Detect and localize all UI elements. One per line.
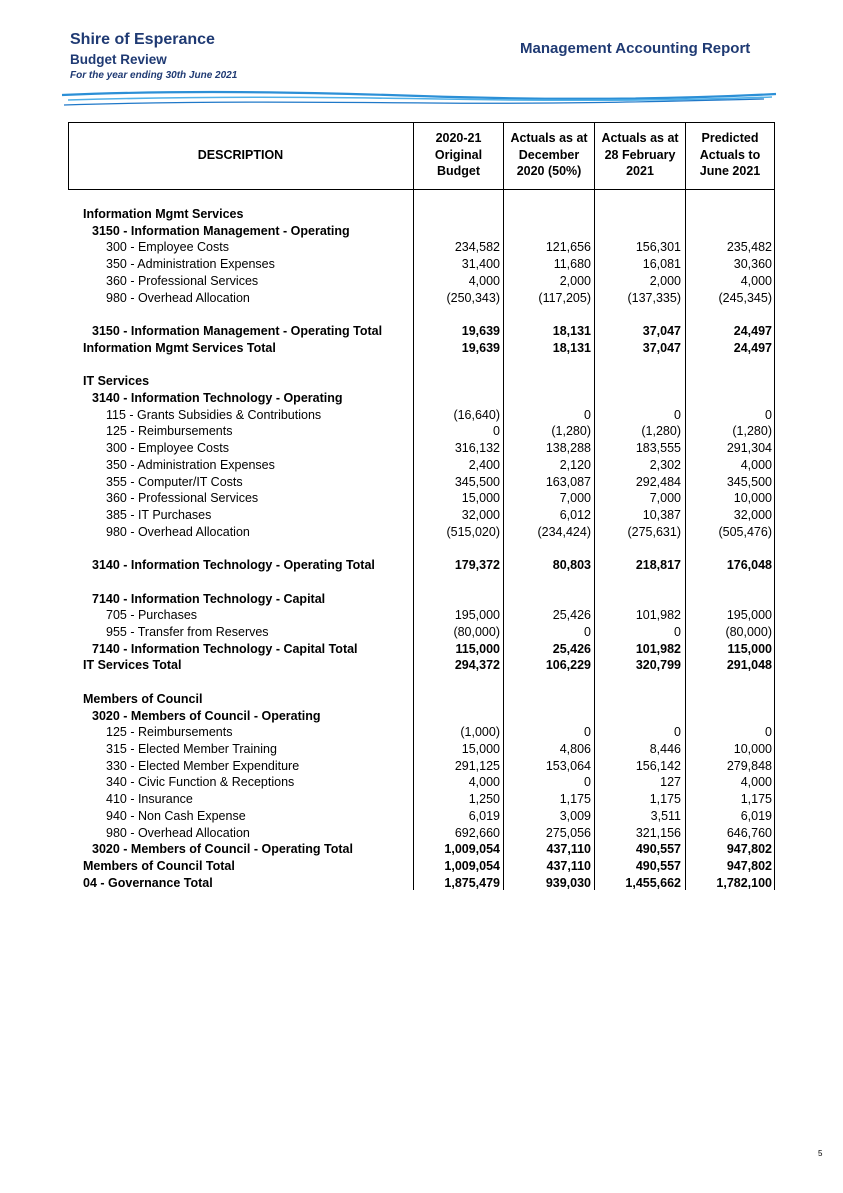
- row-value: 32,000: [733, 507, 772, 522]
- header-description: DESCRIPTION: [197, 148, 284, 162]
- row-value: (1,000): [460, 725, 500, 740]
- row-value: 0: [584, 624, 591, 639]
- row-value: 10,000: [733, 491, 772, 506]
- table-row: [68, 841, 775, 858]
- row-value: 15,000: [461, 491, 500, 506]
- table-spacer-row: [68, 540, 775, 557]
- table-row: [68, 875, 775, 892]
- table-row: [68, 239, 775, 256]
- header-actuals-february: Actuals as at 28 February 2021: [601, 131, 679, 178]
- table-spacer-row: [68, 306, 775, 323]
- row-value: 31,400: [461, 257, 500, 272]
- row-value: (16,640): [453, 407, 500, 422]
- row-description: 315 - Elected Member Training: [106, 742, 277, 756]
- row-value: 176,048: [726, 558, 772, 573]
- row-value: 121,656: [545, 240, 591, 255]
- row-description: 360 - Professional Services: [106, 491, 259, 506]
- row-value: 1,009,054: [444, 859, 500, 874]
- row-description: 3150 - Information Management - Operating: [92, 223, 350, 238]
- row-value: 692,660: [454, 825, 500, 840]
- row-value: (234,424): [537, 524, 591, 539]
- row-description: 3140 - Information Technology - Operating: [92, 390, 343, 405]
- table-row: [68, 423, 775, 440]
- row-value: 1,175: [559, 792, 591, 807]
- table-row: [68, 490, 775, 507]
- row-description: 7140 - Information Technology - Capital: [92, 591, 326, 606]
- row-value: 6,019: [468, 808, 500, 823]
- row-value: 4,806: [559, 742, 591, 756]
- table-body: [68, 206, 775, 891]
- table-row: [68, 373, 775, 390]
- row-value: 1,175: [649, 792, 681, 807]
- row-value: 30,360: [733, 257, 772, 272]
- row-value: 2,000: [559, 273, 591, 288]
- row-value: 15,000: [461, 742, 500, 756]
- table-row: [68, 440, 775, 457]
- row-description: 955 - Transfer from Reserves: [106, 624, 269, 639]
- row-value: 1,782,100: [716, 875, 772, 890]
- row-value: 4,000: [740, 775, 772, 790]
- row-value: 646,760: [726, 825, 772, 840]
- row-value: 18,131: [552, 340, 591, 355]
- table-row: [68, 474, 775, 491]
- row-value: 939,030: [545, 875, 591, 890]
- table-row: [68, 340, 775, 357]
- table-row: [68, 323, 775, 340]
- row-value: 24,497: [733, 340, 772, 355]
- table-row: [68, 774, 775, 791]
- row-value: 320,799: [635, 658, 681, 673]
- row-value: (80,000): [725, 624, 772, 639]
- row-description: 3140 - Information Technology - Operating Total: [92, 558, 375, 573]
- row-description: 125 - Reimbursements: [106, 725, 233, 740]
- table-row: [68, 591, 775, 608]
- row-value: 179,372: [454, 558, 500, 573]
- row-value: (1,280): [551, 424, 591, 439]
- row-description: 3150 - Information Management - Operating Total: [92, 324, 383, 339]
- row-value: 0: [584, 725, 591, 740]
- row-value: 10,387: [642, 507, 681, 522]
- row-description: 410 - Insurance: [106, 792, 193, 807]
- table-row: [68, 507, 775, 524]
- table-row: [68, 708, 775, 725]
- row-value: 4,000: [740, 273, 772, 288]
- row-value: 195,000: [726, 608, 772, 623]
- row-value: 4,000: [468, 273, 500, 288]
- row-value: 156,301: [635, 240, 681, 255]
- row-value: 37,047: [642, 340, 681, 355]
- row-value: (1,280): [641, 424, 681, 439]
- row-value: 16,081: [642, 257, 681, 272]
- row-value: 115,000: [727, 641, 772, 656]
- row-value: 3,511: [650, 808, 681, 823]
- row-value: 7,000: [559, 491, 591, 506]
- row-description: IT Services Total: [83, 658, 182, 673]
- row-description: 3020 - Members of Council - Operating Total: [92, 842, 353, 857]
- row-value: 345,500: [726, 474, 772, 489]
- row-value: 80,803: [552, 558, 591, 573]
- row-value: 0: [584, 775, 591, 790]
- row-description: 940 - Non Cash Expense: [106, 808, 246, 823]
- table-spacer-row: [68, 574, 775, 591]
- row-value: 10,000: [733, 742, 772, 756]
- table-row: [68, 390, 775, 407]
- table-row: [68, 758, 775, 775]
- financial-table: [68, 122, 775, 890]
- row-description: Information Mgmt Services: [83, 207, 244, 221]
- row-value: 24,497: [733, 324, 772, 339]
- row-value: 235,482: [726, 240, 772, 255]
- row-value: 115,000: [455, 641, 500, 656]
- table-row: [68, 407, 775, 424]
- row-value: 234,582: [454, 240, 500, 255]
- table-row: [68, 825, 775, 842]
- table-row: [68, 607, 775, 624]
- table-row: [68, 223, 775, 240]
- row-value: 2,120: [559, 457, 591, 472]
- row-value: 2,302: [649, 457, 681, 472]
- row-value: 25,426: [552, 641, 591, 656]
- page-number: 5: [818, 1149, 823, 1158]
- row-value: 316,132: [454, 441, 500, 456]
- table-row: [68, 858, 775, 875]
- row-value: 2,000: [649, 273, 681, 288]
- row-description: 980 - Overhead Allocation: [106, 290, 250, 305]
- row-value: 32,000: [461, 507, 500, 522]
- row-value: 947,802: [726, 859, 772, 874]
- table-row: [68, 273, 775, 290]
- table-row: [68, 290, 775, 307]
- row-value: (80,000): [453, 624, 500, 639]
- row-description: IT Services: [83, 374, 150, 389]
- row-value: 4,000: [740, 457, 772, 472]
- row-description: 350 - Administration Expenses: [106, 257, 275, 272]
- row-description: 385 - IT Purchases: [106, 507, 212, 522]
- header-predicted: Predicted Actuals to June 2021: [699, 131, 761, 178]
- row-description: Members of Council Total: [83, 859, 235, 874]
- table-row: [68, 724, 775, 741]
- row-description: 04 - Governance Total: [83, 875, 213, 890]
- row-description: 980 - Overhead Allocation: [106, 825, 250, 840]
- row-value: 195,000: [454, 608, 500, 623]
- row-value: 163,087: [545, 474, 591, 489]
- row-value: 1,175: [740, 792, 772, 807]
- wave-decoration: [60, 86, 780, 112]
- table-spacer-row: [68, 674, 775, 691]
- row-value: 292,484: [635, 474, 681, 489]
- row-value: 294,372: [454, 658, 500, 673]
- row-value: 2,400: [468, 457, 500, 472]
- row-description: 3020 - Members of Council - Operating: [92, 708, 321, 723]
- row-value: 218,817: [635, 558, 681, 573]
- table-row: [68, 657, 775, 674]
- row-value: (275,631): [627, 524, 681, 539]
- row-value: 11,680: [553, 257, 591, 272]
- row-value: 6,012: [559, 507, 591, 522]
- table-row: [68, 808, 775, 825]
- row-value: 0: [674, 624, 681, 639]
- row-value: (245,345): [718, 290, 772, 305]
- row-value: 0: [674, 725, 681, 740]
- row-description: 300 - Employee Costs: [106, 240, 229, 255]
- row-value: 8,446: [649, 742, 681, 756]
- row-description: 330 - Elected Member Expenditure: [106, 758, 300, 773]
- row-value: 4,000: [468, 775, 500, 790]
- row-description: 360 - Professional Services: [106, 273, 259, 288]
- row-description: 300 - Employee Costs: [106, 441, 229, 456]
- row-value: 321,156: [635, 825, 681, 840]
- table-row: [68, 256, 775, 273]
- row-value: 1,455,662: [625, 875, 681, 890]
- row-value: 1,009,054: [444, 842, 500, 857]
- row-value: (250,343): [446, 290, 500, 305]
- row-description: 705 - Purchases: [106, 608, 198, 623]
- row-value: 291,048: [726, 658, 772, 673]
- row-value: 153,064: [545, 758, 591, 773]
- table-row: [68, 641, 775, 658]
- table-row: [68, 524, 775, 541]
- row-value: 0: [584, 407, 591, 422]
- row-description: 7140 - Information Technology - Capital Total: [92, 641, 358, 656]
- row-value: 1,875,479: [444, 875, 500, 890]
- row-value: 0: [765, 725, 772, 740]
- row-value: 6,019: [740, 808, 772, 823]
- header-actuals-december: Actuals as at December 2020 (50%): [510, 131, 588, 178]
- row-value: 25,426: [552, 608, 591, 623]
- row-description: Information Mgmt Services Total: [83, 340, 276, 355]
- row-value: 275,056: [545, 825, 591, 840]
- row-description: 125 - Reimbursements: [106, 424, 233, 439]
- row-value: 19,639: [461, 324, 500, 339]
- report-subtitle: Budget Review: [70, 52, 167, 67]
- row-value: 0: [674, 407, 681, 422]
- row-value: 279,848: [726, 758, 772, 773]
- row-value: (117,205): [538, 290, 591, 305]
- row-description: 350 - Administration Expenses: [106, 457, 275, 472]
- table-row: [68, 741, 775, 758]
- row-value: 101,982: [635, 641, 681, 656]
- row-value: 106,229: [545, 658, 591, 673]
- row-value: 37,047: [642, 324, 681, 339]
- row-value: 183,555: [635, 441, 681, 456]
- row-value: 156,142: [635, 758, 681, 773]
- row-value: 345,500: [454, 474, 500, 489]
- header-original-budget: 2020-21 Original Budget: [434, 131, 483, 178]
- row-value: 291,304: [726, 441, 772, 456]
- row-value: 437,110: [546, 859, 591, 874]
- row-value: 490,557: [635, 859, 681, 874]
- row-value: 291,125: [454, 758, 500, 773]
- table-spacer-row: [68, 356, 775, 373]
- table-row: [68, 457, 775, 474]
- row-value: 7,000: [649, 491, 681, 506]
- row-value: (515,020): [446, 524, 500, 539]
- organisation-name: Shire of Esperance: [70, 31, 215, 48]
- table-row: [68, 791, 775, 808]
- row-value: 947,802: [726, 842, 772, 857]
- row-description: 115 - Grants Subsidies & Contributions: [106, 407, 322, 422]
- row-description: 355 - Computer/IT Costs: [106, 474, 243, 489]
- table-row: [68, 206, 775, 223]
- row-description: Members of Council: [83, 691, 203, 706]
- table-row: [68, 691, 775, 708]
- row-value: 19,639: [461, 340, 500, 355]
- row-value: 0: [493, 424, 500, 439]
- row-value: 127: [660, 775, 681, 790]
- row-value: 138,288: [545, 441, 591, 456]
- row-value: (505,476): [718, 524, 772, 539]
- row-value: 0: [765, 407, 772, 422]
- row-description: 980 - Overhead Allocation: [106, 524, 250, 539]
- table-row: [68, 624, 775, 641]
- table-row: [68, 557, 775, 574]
- row-value: (1,280): [732, 424, 772, 439]
- row-value: 3,009: [559, 808, 591, 823]
- row-value: 490,557: [635, 842, 681, 857]
- row-value: 437,110: [546, 842, 591, 857]
- report-period: For the year ending 30th June 2021: [70, 70, 238, 81]
- report-title: Management Accounting Report: [520, 40, 751, 57]
- row-description: 340 - Civic Function & Receptions: [106, 775, 295, 790]
- row-value: 18,131: [552, 324, 591, 339]
- row-value: 1,250: [468, 792, 500, 807]
- row-value: (137,335): [627, 290, 681, 305]
- row-value: 101,982: [635, 608, 681, 623]
